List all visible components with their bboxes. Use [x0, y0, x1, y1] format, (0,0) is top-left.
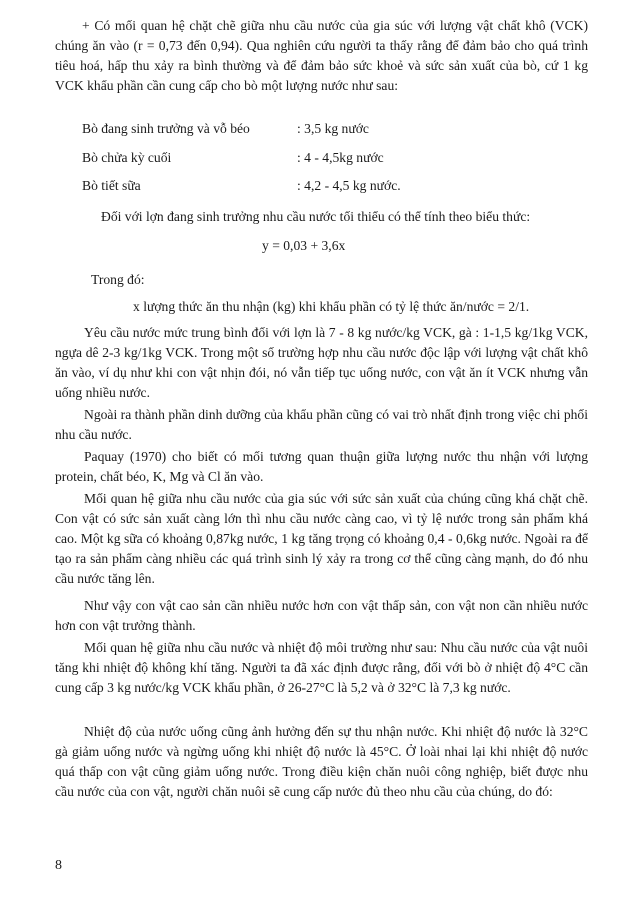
row-label-lactating-cow: Bò tiết sữa: [82, 178, 141, 193]
paragraph-average-water-requirement: Yêu cầu nước mức trung bình đối với lợn là 7 - 8 kg nước/kg VCK, gà : 1-1,5 kg/1kg VCK, ngựa dê 2-3 kg/1kg VCK. Trong một số trường hợp nhu cầu nước độc lập với lượng vật chất khô ăn vào, ví dụ như khi con vật nhịn đói, nó vẫn tiếp tục uống nước, con vật ăn ít VCK nhưng vẫn uống nhiều nước.: [55, 325, 588, 400]
paragraph-high-yield: Như vậy con vật cao sản cần nhiều nước hơn con vật thấp sản, con vật non cần nhiều nước hơn con vật trưởng thành.: [55, 598, 588, 633]
paragraph-temperature: Mối quan hệ giữa nhu cầu nước và nhiệt độ môi trường như sau: Nhu cầu nước của vật nuôi tăng khi nhiệt độ không khí tăng. Người ta đã xác định được rằng, đối với bò ở nhiệt độ 4°C cần cung cấp 3 kg nước/kg VCK khẩu phần, ở 26-27°C là 5,2 và ở 32°C là 7,3 kg nước.: [55, 640, 588, 695]
row-label-growing-cattle: Bò đang sinh trưởng và vỗ béo: [82, 121, 250, 136]
paragraph-productivity: Mối quan hệ giữa nhu cầu nước của gia súc với sức sản xuất của chúng cũng khá chặt chẽ. Con vật có sức sản xuất càng lớn thì nhu cầu nước càng cao, vì tỷ lệ nước trong sản phẩm khá cao. Một kg sữa có khoảng 0,87kg nước, 1 kg tăng trọng có khoảng 0,4 - 0,6kg nước. Ngoài ra để tạo ra sản phẩm càng nhiều các quá trình sinh lý xảy ra trong cơ thể cũng càng mạnh, do đó nhu cầu nước tăng lên.: [55, 491, 588, 586]
paragraph-paquay: Paquay (1970) cho biết có mối tương quan thuận giữa lượng nước thu nhận với lượng protein, chất béo, K, Mg và Cl ăn vào.: [55, 449, 588, 484]
row-value-lactating-cow: : 4,2 - 4,5 kg nước.: [297, 178, 401, 193]
paragraph-pig-water: Đối với lợn đang sinh trưởng nhu cầu nước tối thiểu có thể tính theo biểu thức:: [101, 209, 531, 224]
paragraph-water-dry-matter: + Có mối quan hệ chặt chẽ giữa nhu cầu nước của gia súc với lượng vật chất khô (VCK) chúng ăn vào (r = 0,73 đến 0,94). Qua nghiên cứu người ta thấy rằng để đảm bảo cho quá trình tiêu hoá, hấp thu xảy ra bình thường và để đảm bảo sức khoẻ và sức sản xuất của bò, cứ 1 kg VCK khẩu phần cần cung cấp cho bò một lượng nước như sau:: [55, 18, 588, 93]
page-number: 8: [55, 858, 62, 873]
formula: y = 0,03 + 3,6x: [262, 238, 346, 253]
paragraph-where: Trong đó:: [91, 272, 145, 287]
paragraph-x-definition: x lượng thức ăn thu nhận (kg) khi khẩu phần có tỷ lệ thức ăn/nước = 2/1.: [133, 299, 530, 314]
row-value-growing-cattle: : 3,5 kg nước: [297, 121, 369, 136]
row-label-late-pregnant-cow: Bò chửa kỳ cuối: [82, 150, 172, 165]
paragraph-nutrition-composition: Ngoài ra thành phần dinh dưỡng của khẩu phần cũng có vai trò nhất định trong việc chi phối nhu cầu nước.: [55, 407, 588, 442]
paragraph-water-temperature: Nhiệt độ của nước uống cũng ảnh hưởng đến sự thu nhận nước. Khi nhiệt độ nước là 32°C gà giảm uống nước và ngừng uống khi nhiệt độ nước là 45°C. Ở loài nhai lại khi nhiệt độ nước quá thấp con vật cũng giảm uống nước. Trong điều kiện chăn nuôi công nghiệp, biết được nhu cầu nước của con vật, người chăn nuôi sẽ cung cấp nước đủ theo nhu cầu của chúng, do đó:: [55, 724, 588, 799]
row-value-late-pregnant-cow: : 4 - 4,5kg nước: [297, 150, 384, 165]
